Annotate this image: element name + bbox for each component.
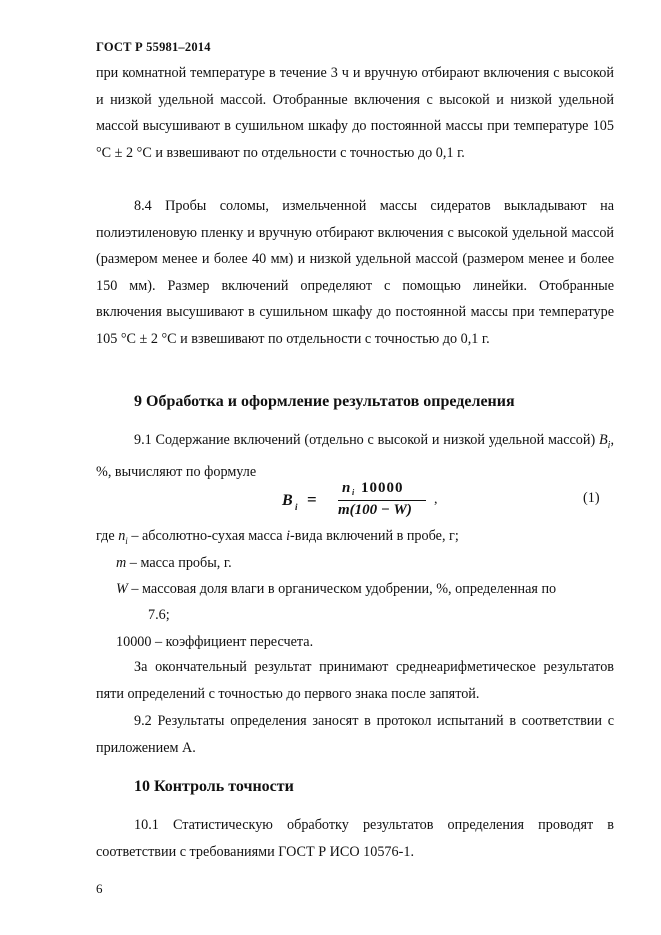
paragraph-8-4: 8.4 Пробы соломы, измельченной массы сидератов выкладывают на полиэтиленовую пленку и вручную отбирают включения с высокой удельной массой (размером менее и более 40 мм) и низкой удельной массой (размером менее и более 150 мм). Размер включений определяют с помощью линейки. Отобранные включения высушивают в сушильном шкафу до постоянной массы при температуре 105 °С ± 2 °С и взвешивают по отдельности с точностью до 0,1 г.	[96, 198, 614, 347]
where-line-w: W – массовая доля влаги в органическом удобрении, %, определенная по	[116, 581, 557, 597]
where-line-w-cont: 7.6;	[148, 607, 170, 623]
where-line-coef: 10000 – коэффициент пересчета.	[116, 634, 314, 650]
paragraph-8-3-continuation: при комнатной температуре в течение 3 ч и вручную отбирают включения с высокой и низкой удельной массой. Отобранные включения с высокой и низкой удельной массой высушивают в сушильном шкафу до постоянной массы при температуре 105 °С ± 2 °С и взвешивают по отдельности с точностью до 0,1 г.	[96, 65, 614, 161]
section-heading-9: 9 Обработка и оформление результатов определения	[134, 393, 515, 410]
paragraph-9-1: 9.1 Содержание включений (отдельно с высокой и низкой удельной массой) $B_i$, %, вычисляют по формуле	[96, 432, 614, 481]
fraction-bar	[338, 500, 426, 501]
document-header: ГОСТ Р 55981–2014	[96, 40, 211, 54]
page-number: 6	[96, 881, 103, 896]
paragraph-10-1: 10.1 Статистическую обработку результатов определения проводят в соответствии с требованиями ГОСТ Р ИСО 10576-1.	[96, 817, 614, 860]
equation-number: (1)	[583, 490, 600, 506]
section-heading-10: 10 Контроль точности	[134, 778, 294, 795]
formula-1: B i = n i 10000 m(100 − W) ,	[282, 480, 438, 518]
where-line-ni: где $n_i$ – абсолютно-сухая масса i-вида включений в пробе, г;	[96, 528, 459, 546]
paragraph-9-2: 9.2 Результаты определения заносят в протокол испытаний в соответствии с приложением А.	[96, 713, 614, 756]
paragraph-final-result: За окончательный результат принимают среднеарифметическое результатов пяти определений с точностью до первого знака после запятой.	[96, 659, 614, 702]
where-line-m: m – масса пробы, г.	[116, 555, 232, 571]
